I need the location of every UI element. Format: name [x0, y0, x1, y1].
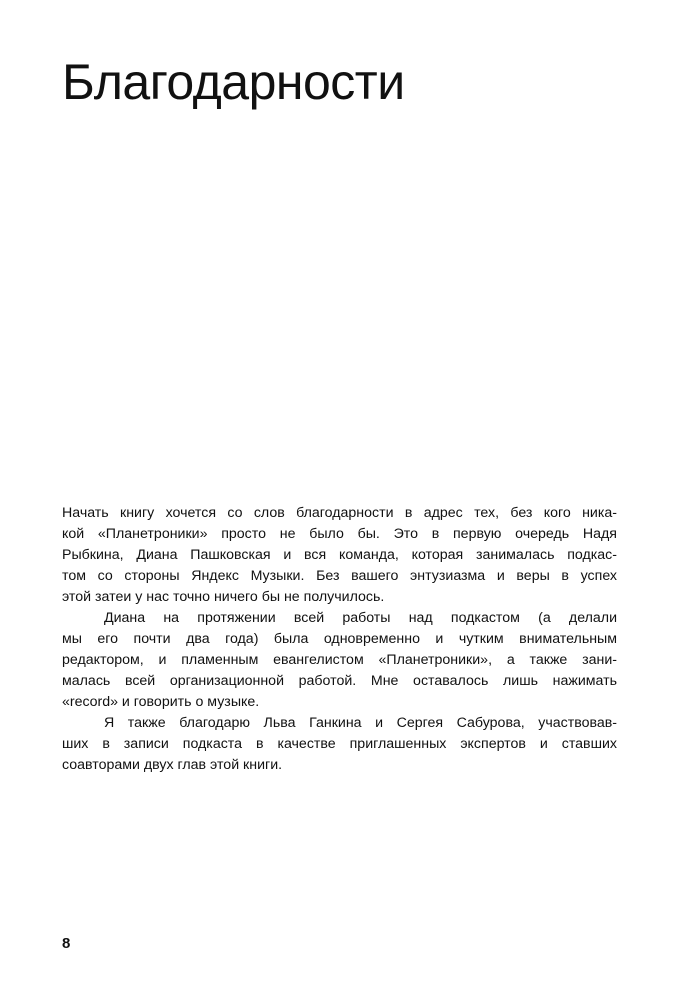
text-line: этой затеи у нас точно ничего бы не получилось.: [62, 589, 385, 605]
text-line: Я также благодарю Льва Ганкина и Сергея Сабурова, участвовав-: [104, 715, 617, 731]
text-line: мы его почти два года) была одновременно и чутким внимательным: [62, 631, 617, 647]
text-line: малась всей организационной работой. Мне оставалось лишь нажимать: [62, 673, 617, 689]
paragraph-2: [62, 608, 617, 713]
text-line: «record» и говорить о музыке.: [62, 694, 260, 710]
text-line: кой «Планетроники» просто не было бы. Это в первую очередь Надя: [62, 526, 617, 542]
text-line: Рыбкина, Диана Пашковская и вся команда, которая занималась подкас-: [62, 547, 617, 563]
text-line: соавторами двух глав этой книги.: [62, 757, 283, 773]
text-line: Начать книгу хочется со слов благодарности в адрес тех, без кого ника-: [62, 505, 617, 521]
text-line: ших в записи подкаста в качестве приглашенных экспертов и ставших: [62, 736, 617, 752]
text-line: Диана на протяжении всей работы над подкастом (а делали: [104, 610, 617, 626]
body-text: [62, 503, 617, 776]
page-title: Благодарности: [62, 54, 405, 110]
page-number: 8: [62, 935, 71, 952]
paragraph-1: [62, 503, 617, 608]
paragraph-3: [62, 713, 617, 776]
text-line: редактором, и пламенным евангелистом «Планетроники», а также зани-: [62, 652, 617, 668]
text-line: том со стороны Яндекс Музыки. Без вашего энтузиазма и веры в успех: [62, 568, 617, 584]
